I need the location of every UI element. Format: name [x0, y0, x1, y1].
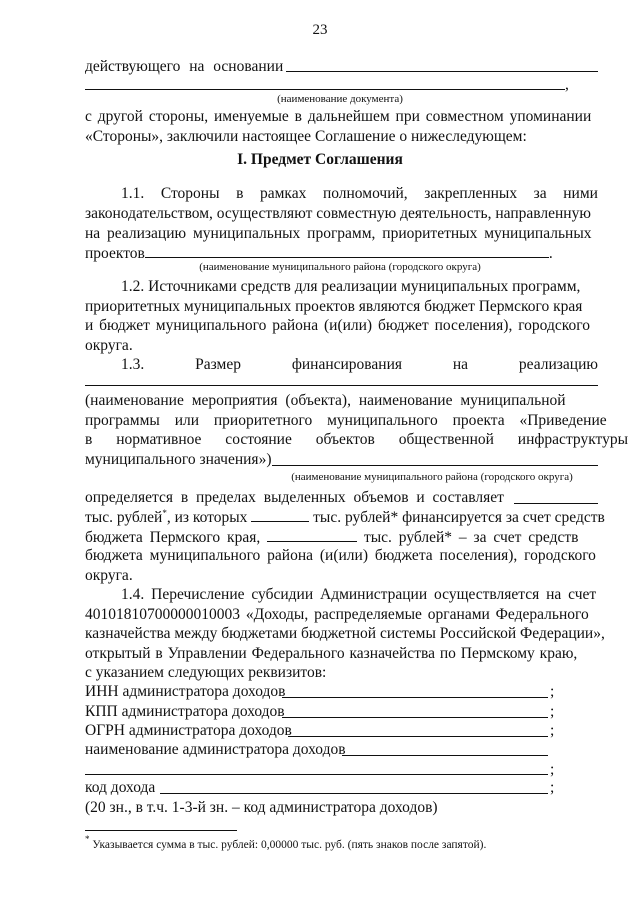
admin-name-field-2[interactable] [85, 774, 548, 775]
kpp-label: КПП администратора доходов [85, 703, 285, 720]
p13-name-line-3: в нормативное состояние объектов общественной инфраструктуры [85, 431, 629, 448]
admin-name-field[interactable] [342, 755, 548, 756]
income-code-field[interactable] [160, 793, 548, 794]
income-code-line [85, 778, 155, 798]
section-title: I. Предмет Соглашения [237, 151, 403, 168]
p13-name-line-1: (наименование мероприятия (объекта), наименование муниципальной [85, 392, 566, 409]
document-name-blank-2[interactable] [85, 89, 565, 90]
municipal-amount-blank[interactable] [267, 527, 357, 542]
p13-municipal-text: тыс. рублей* – за счет средств [363, 529, 579, 546]
p14-line-3: казначейства между бюджетами бюджетной системы Российской Федерации», [85, 625, 605, 642]
p13-word: Размер [195, 356, 241, 373]
p13-perm-budget: бюджета Пермского края, [85, 529, 261, 546]
p13-regional-text: тыс. рублей* финансируется за счет средств [313, 509, 605, 526]
p13-thousand-rubles: тыс. рублей [85, 509, 163, 526]
footnote-text: Указывается сумма в тыс. рублей: 0,00000 тыс. руб. (пять знаков после запятой). [92, 839, 487, 851]
ogrn-line [85, 721, 292, 741]
parties-line: «Стороны», заключили настоящее Соглашение о нижеследующем: [85, 128, 527, 145]
inn-field[interactable] [282, 697, 548, 698]
p11-word: за [533, 185, 547, 202]
p11-line-1 [121, 184, 598, 204]
p13-caption: (наименование муниципального района (городского округа) [291, 471, 573, 483]
income-code-semicolon: ; [550, 779, 555, 796]
p14-line-2: 40101810700000010003 «Доходы, распределяемые органами Федерального [85, 606, 589, 623]
p13-name-line-4 [85, 450, 271, 470]
income-code-label: код дохода [85, 779, 156, 796]
footnote-separator [85, 830, 237, 831]
p14-line-1: 1.4. Перечисление субсидии Администрации осуществляется на счет [121, 586, 597, 603]
document-name-blank[interactable] [286, 71, 598, 72]
p13-line-d: бюджета муниципального района (и(или) бюджета поселения), городского [85, 547, 596, 564]
p11-projects-word: проектов [85, 245, 145, 262]
kpp-field[interactable] [282, 717, 548, 718]
p11-word: в [236, 185, 244, 202]
p11-caption: (наименование муниципального района (городского округа) [199, 261, 481, 273]
admin-name-line [85, 740, 346, 760]
district-name-blank[interactable] [145, 243, 549, 258]
p11-period: . [548, 245, 553, 262]
document-name-caption: (наименование документа) [277, 93, 403, 105]
acting-basis-line [85, 57, 283, 77]
p12-line-4: округа. [85, 337, 133, 354]
ogrn-label: ОГРН администратора доходов [85, 722, 292, 739]
p11-number: 1.1. [121, 185, 145, 202]
activity-name-blank[interactable] [85, 385, 598, 386]
ogrn-field[interactable] [288, 736, 548, 737]
p11-word: закрепленных [424, 185, 518, 202]
p14-line-5: с указанием следующих реквизитов: [85, 664, 327, 681]
p12-line-1: 1.2. Источниками средств для реализации муниципальных программ, [121, 278, 581, 295]
p13-line-c [85, 527, 578, 548]
p14-line-4: открытый в Управлении Федерального казначейства по Пермскому краю, [85, 645, 578, 662]
p13-of-which: , из которых [166, 509, 248, 526]
p13-word: финансирования [291, 356, 403, 373]
p13-name-line-4-text: муниципального значения») [85, 451, 272, 468]
p13-number: 1.3. [121, 356, 145, 373]
inn-semicolon: ; [550, 683, 555, 700]
p12-line-2: приоритетных муниципальных проектов являются бюджет Пермского края [85, 298, 583, 315]
p13-word: реализацию [518, 356, 598, 373]
p12-line-3: и бюджет муниципального района (и(или) бюджет поселения), городского [85, 317, 590, 334]
inn-label: ИНН администратора доходов [85, 683, 286, 700]
page-number: 23 [312, 22, 328, 38]
admin-name-semicolon: ; [550, 761, 555, 778]
p11-word: Стороны [160, 185, 220, 202]
footnote-mark: * [85, 834, 90, 844]
other-side-line [85, 107, 598, 127]
p13-line-1 [121, 355, 598, 375]
p13-word: на [452, 356, 469, 373]
kpp-semicolon: ; [550, 703, 555, 720]
inn-line [85, 682, 285, 702]
p11-line-3: на реализацию муниципальных программ, приоритетных муниципальных [85, 225, 592, 242]
p13-line-a: определяется в пределах выделенных объемов и составляет [85, 489, 504, 506]
footnote-mark: * [162, 508, 167, 518]
p13-line-e: округа. [85, 567, 133, 584]
footnote [85, 834, 487, 852]
admin-name-label: наименование администратора доходов [85, 741, 346, 758]
p11-word: полномочий, [322, 185, 408, 202]
p13-line-b [85, 507, 605, 528]
p11-line-2: законодательством, осуществляют совместную деятельность, направленную [85, 205, 591, 222]
ogrn-semicolon: ; [550, 722, 555, 739]
regional-amount-blank[interactable] [251, 507, 309, 522]
total-amount-blank[interactable] [514, 503, 598, 504]
p11-word: ними [563, 185, 598, 202]
intro-comma: , [565, 76, 569, 93]
p13-name-line-2: программы или приоритетного муниципального проекта «Приведение [85, 412, 607, 429]
kpp-line [85, 702, 285, 722]
p11-word: рамках [259, 185, 307, 202]
acting-basis-text: действующего на основании [85, 58, 284, 75]
code-note: (20 зн., в т.ч. 1-3-й зн. – код администратора доходов) [85, 799, 438, 816]
other-side-text: с другой стороны, именуемые в дальнейшем при совместном упоминании [85, 108, 592, 125]
p13-district-blank[interactable] [272, 465, 598, 466]
